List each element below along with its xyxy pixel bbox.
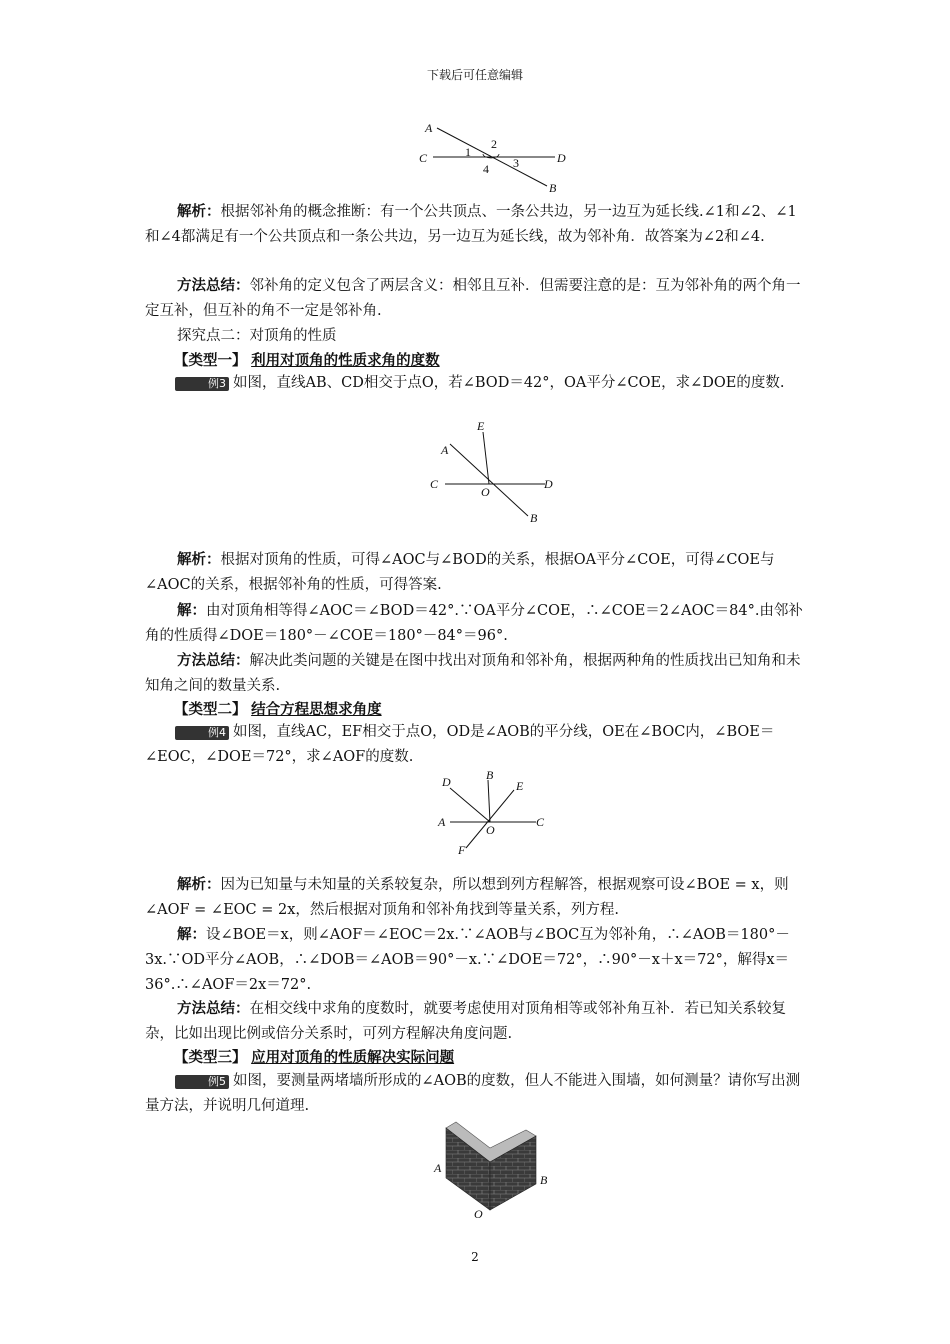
solution-3: 解：由对顶角相等得∠AOC＝∠BOD＝42°.∵OA平分∠COE，∴∠COE＝2∠AOC＝84°.由邻补角的性质得∠DOE＝180°－∠COE＝180°－84°＝96°. (145, 603, 803, 644)
solution-4: 解：设∠BOE＝x，则∠AOF＝∠EOC＝2x.∵∠AOB与∠BOC互为邻补角，∴∠AOB＝180°－3x.∵OD平分∠AOB，∴∠DOB＝∠AOB＝90°－x.∵∠DOE＝72°，∴90°－x＋x＝72°，解得x＝36°.∴∠AOF＝2x＝72°. (145, 927, 790, 993)
example-4: 例4 如图，直线AC，EF相交于点O，OD是∠AOB的平分线，OE在∠BOC内，∠BOE＝∠EOC，∠DOE＝72°，求∠AOF的度数. (145, 724, 775, 765)
svg-text:C: C (536, 815, 545, 829)
svg-text:D: D (442, 775, 451, 789)
svg-text:B: B (530, 511, 538, 525)
figure-adjacent-angles (415, 118, 575, 196)
analysis-1: 解析：根据邻补角的概念推断：有一个公共顶点、一条公共边，另一边互为延长线.∠1和∠2、∠1和∠4都满足有一个公共顶点和一条公共边，另一边互为延长线，故为邻补角．故答案为∠2和∠4. (145, 204, 797, 245)
svg-text:E: E (516, 779, 524, 793)
svg-text:C: C (430, 477, 439, 491)
type-3-heading: 【类型三】 应用对顶角的性质解决实际问题 (174, 1050, 455, 1066)
svg-text:A: A (434, 1161, 442, 1175)
page-header: 下载后可任意编辑 (426, 68, 523, 82)
summary-1: 方法总结：邻补角的定义包含了两层含义：相邻且互补．但需要注意的是：互为邻补角的两个角一定互补，但互补的角不一定是邻补角. (145, 278, 801, 319)
example-5: 例5 如图，要测量两堵墙所形成的∠AOB的度数，但人不能进入围墙，如何测量？请你写出测量方法，并说明几何道理. (145, 1073, 801, 1114)
svg-text:B: B (486, 768, 494, 782)
figure-walls (428, 1118, 558, 1222)
svg-text:O: O (481, 485, 490, 499)
summary-4: 方法总结：在相交线中求角的度数时，就要考虑使用对顶角相等或邻补角互补．若已知关系较复杂，比如出现比例或倍分关系时，可列方程解决角度问题. (145, 1001, 786, 1042)
summary-3: 方法总结：解决此类问题的关键是在图中找出对顶角和邻补角，根据两种角的性质找出已知角和未知角之间的数量关系. (145, 653, 801, 694)
svg-text:B: B (549, 181, 557, 195)
svg-text:3: 3 (513, 156, 519, 170)
svg-text:4: 4 (483, 162, 489, 176)
svg-text:E: E (477, 419, 485, 433)
svg-text:O: O (474, 1207, 483, 1221)
svg-text:F: F (458, 843, 466, 857)
svg-text:A: A (438, 815, 446, 829)
page-number: 2 (471, 1250, 479, 1264)
svg-text:A: A (425, 121, 433, 135)
figure-example-3 (425, 418, 565, 530)
svg-text:O: O (486, 823, 495, 837)
type-1-heading: 【类型一】 利用对顶角的性质求角的度数 (174, 353, 440, 369)
example-3: 例3 如图，直线AB、CD相交于点O，若∠BOD＝42°，OA平分∠COE，求∠DOE的度数. (145, 371, 807, 396)
analysis-4: 解析：因为已知量与未知量的关系较复杂，所以想到列方程解答，根据观察可设∠BOE = x，则∠AOF = ∠EOC = 2x，然后根据对顶角和邻补角找到等量关系，列方程. (145, 877, 789, 918)
svg-text:D: D (557, 151, 566, 165)
svg-text:D: D (544, 477, 553, 491)
analysis-3: 解析：根据对顶角的性质，可得∠AOC与∠BOD的关系，根据OA平分∠COE，可得∠COE与∠AOC的关系，根据邻补角的性质，可得答案. (145, 552, 775, 593)
svg-text:A: A (441, 443, 449, 457)
svg-text:B: B (540, 1173, 548, 1187)
svg-text:C: C (419, 151, 428, 165)
type-2-heading: 【类型二】 结合方程思想求角度 (174, 702, 382, 718)
svg-text:2: 2 (491, 137, 497, 151)
figure-example-4 (432, 768, 552, 858)
section-title-2: 探究点二：对顶角的性质 (177, 328, 337, 344)
svg-text:1: 1 (465, 145, 471, 159)
